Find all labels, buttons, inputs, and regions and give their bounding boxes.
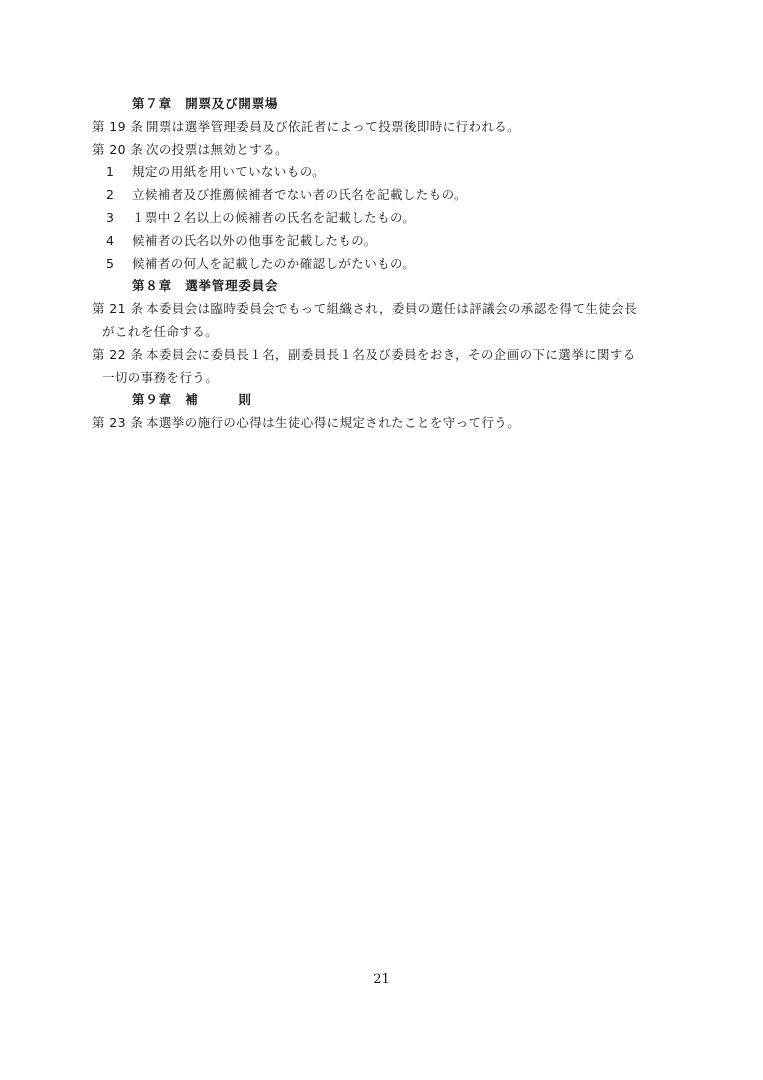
article-22-text: 本委員会に委員長１名，副委員長１名及び委員をおき，その企画の下に選挙に関する bbox=[146, 346, 636, 362]
article-19-text: 開票は選挙管理委員及び依託者によって投票後即時に行われる。 bbox=[146, 118, 521, 134]
document-body bbox=[92, 93, 682, 435]
article-20-item-1 bbox=[92, 161, 682, 184]
item-text: 候補者の何人を記載したのか確認しがたいもの。 bbox=[132, 255, 416, 271]
item-text: 規定の用紙を用いていないもの。 bbox=[132, 164, 326, 180]
item-number: 3 bbox=[106, 209, 115, 225]
chapter-8-heading: 第８章 選挙管理委員会 bbox=[132, 278, 279, 294]
article-20-item-4 bbox=[92, 230, 682, 253]
article-20 bbox=[92, 139, 682, 162]
chapter-7-heading: 第７章 開票及び開票場 bbox=[132, 96, 279, 111]
article-23 bbox=[92, 412, 682, 435]
article-22-number: 第 22 条 bbox=[92, 346, 144, 362]
item-text: 立候補者及び推薦候補者でない者の氏名を記載したもの。 bbox=[132, 187, 467, 203]
article-19-number: 第 19 条 bbox=[92, 118, 144, 134]
article-23-text: 本選挙の施行の心得は生徒心得に規定されたことを守って行う。 bbox=[146, 415, 521, 431]
chapter-9-heading: 第９章 補 則 bbox=[132, 392, 252, 408]
item-text: １票中２名以上の候補者の氏名を記載したもの。 bbox=[132, 209, 416, 225]
item-number: 4 bbox=[106, 232, 115, 248]
item-number: 2 bbox=[106, 187, 115, 203]
page-number: 21 bbox=[373, 972, 390, 987]
article-20-text: 次の投票は無効とする。 bbox=[146, 141, 288, 157]
article-20-item-3 bbox=[92, 207, 682, 230]
article-20-number: 第 20 条 bbox=[92, 141, 144, 157]
item-number: 5 bbox=[106, 255, 115, 271]
article-21-continuation: がこれを任命する。 bbox=[102, 323, 219, 339]
article-22 bbox=[92, 344, 682, 367]
article-21 bbox=[92, 298, 682, 321]
article-20-item-2 bbox=[92, 184, 682, 207]
item-text: 候補者の氏名以外の他事を記載したもの。 bbox=[132, 232, 377, 248]
article-19 bbox=[92, 116, 682, 139]
article-20-item-5 bbox=[92, 253, 682, 276]
article-21-number: 第 21 条 bbox=[92, 301, 144, 317]
article-21-text: 本委員会は臨時委員会でもって組織され，委員の選任は評議会の承認を得て生徒会長 bbox=[146, 301, 637, 317]
article-22-continuation: 一切の事務を行う。 bbox=[102, 369, 219, 385]
article-23-number: 第 23 条 bbox=[92, 415, 144, 431]
item-number: 1 bbox=[106, 164, 115, 180]
